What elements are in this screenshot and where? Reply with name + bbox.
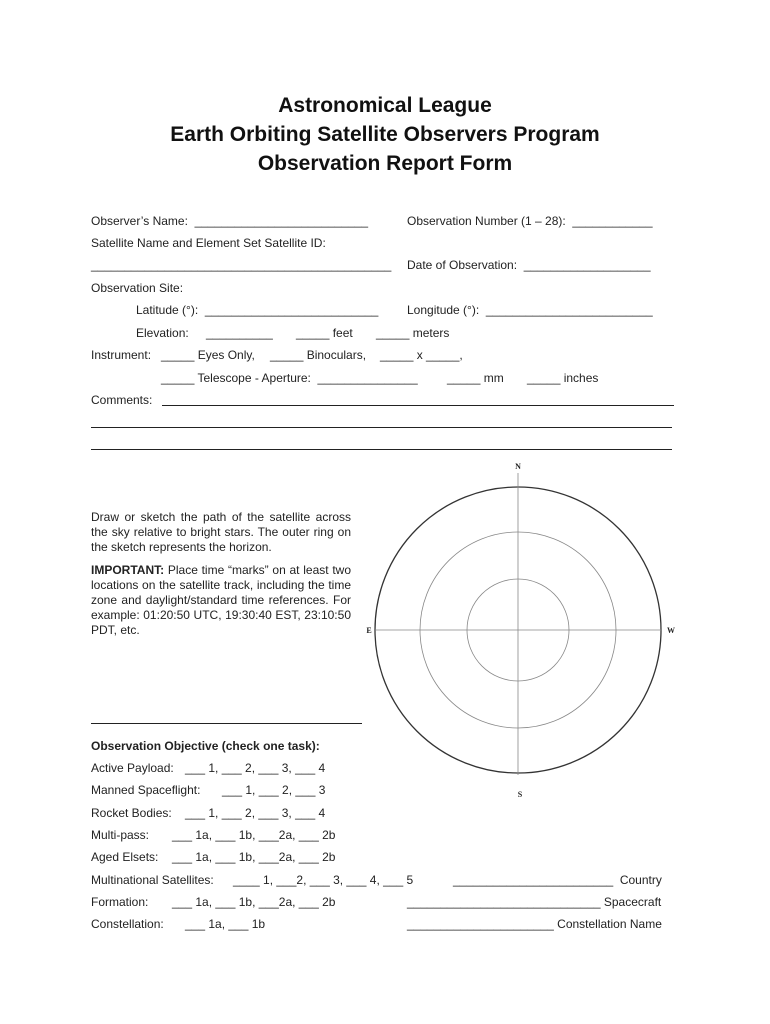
manned-spaceflight-label: Manned Spaceflight: <box>91 783 201 797</box>
multinational-options[interactable]: ____ 1, ___2, ___ 3, ___ 4, ___ 5 <box>233 873 414 887</box>
constellation-options[interactable]: ___ 1a, ___ 1b <box>185 917 266 931</box>
compass-east: E <box>366 626 372 635</box>
sky-chart[interactable] <box>360 455 690 805</box>
rocket-bodies-label: Rocket Bodies: <box>91 806 172 820</box>
formation-options[interactable]: ___ 1a, ___ 1b, ___2a, ___ 2b <box>172 895 336 909</box>
important-text: Place time “marks” on at least two locations on the satellite track, including the time zone and daylight/standard time references. For example: 01:20:50 UTC, 19:30:40 EST, 23:10:50 PDT, etc. <box>91 563 351 637</box>
longitude-field[interactable]: Longitude (°): _________________________ <box>407 303 653 317</box>
compass-north: N <box>515 462 521 471</box>
objective-title: Observation Objective (check one task): <box>91 739 320 753</box>
telescope-option[interactable]: _____ Telescope - Aperture: _______________ <box>161 371 418 385</box>
latitude-field[interactable]: Latitude (°): __________________________ <box>136 303 379 317</box>
section-divider <box>91 723 362 724</box>
manned-spaceflight-options[interactable]: ___ 1, ___ 2, ___ 3 <box>222 783 326 797</box>
multi-pass-label: Multi-pass: <box>91 828 150 842</box>
eyes-only-option[interactable]: _____ Eyes Only, <box>161 348 255 362</box>
observation-date-field[interactable]: Date of Observation: ___________________ <box>407 258 651 272</box>
satellite-name-label: Satellite Name and Element Set Satellite ID: <box>91 236 326 250</box>
constellation-label: Constellation: <box>91 917 164 931</box>
elevation-field[interactable]: __________ <box>206 326 273 340</box>
country-field[interactable]: ________________________ Country <box>453 873 662 887</box>
multi-pass-options[interactable]: ___ 1a, ___ 1b, ___2a, ___ 2b <box>172 828 336 842</box>
observation-site-label: Observation Site: <box>91 281 184 295</box>
formation-label: Formation: <box>91 895 149 909</box>
binoculars-option[interactable]: _____ Binoculars, <box>270 348 367 362</box>
rocket-bodies-options[interactable]: ___ 1, ___ 2, ___ 3, ___ 4 <box>185 806 326 820</box>
instrument-label: Instrument: <box>91 348 152 362</box>
satellite-name-field[interactable]: _____________________________________________ <box>91 258 392 272</box>
title-program: Earth Orbiting Satellite Observers Program <box>170 123 600 146</box>
elevation-label: Elevation: <box>136 326 189 340</box>
observation-number-field[interactable]: Observation Number (1 – 28): ____________ <box>407 214 653 228</box>
title-form: Observation Report Form <box>257 152 513 175</box>
comments-label: Comments: <box>91 393 153 407</box>
important-note <box>91 563 351 638</box>
title-league: Astronomical League <box>278 94 492 117</box>
aperture-inches-field[interactable]: _____ inches <box>527 371 599 385</box>
comments-line-3[interactable] <box>91 449 672 450</box>
compass-west: W <box>667 626 675 635</box>
constellation-name-field[interactable]: ______________________ Constellation Name <box>407 917 662 931</box>
comments-line-1[interactable] <box>162 405 674 406</box>
spacecraft-field[interactable]: _____________________________ Spacecraft <box>407 895 662 909</box>
active-payload-options[interactable]: ___ 1, ___ 2, ___ 3, ___ 4 <box>185 761 326 775</box>
observer-name-field[interactable]: Observer’s Name: __________________________ <box>91 214 369 228</box>
aged-elsets-options[interactable]: ___ 1a, ___ 1b, ___2a, ___ 2b <box>172 850 336 864</box>
multinational-label: Multinational Satellites: <box>91 873 214 887</box>
important-label: IMPORTANT: <box>91 563 165 577</box>
elevation-feet-field[interactable]: _____ feet <box>296 326 353 340</box>
binoculars-size-field[interactable]: _____ x _____, <box>380 348 463 362</box>
sketch-instructions: Draw or sketch the path of the satellite across the sky relative to bright stars. The outer ring on the sketch represents the horizon. <box>91 510 351 554</box>
active-payload-label: Active Payload: <box>91 761 174 775</box>
aged-elsets-label: Aged Elsets: <box>91 850 159 864</box>
comments-line-2[interactable] <box>91 427 672 428</box>
aperture-mm-field[interactable]: _____ mm <box>447 371 504 385</box>
compass-south: S <box>517 790 523 799</box>
elevation-meters-field[interactable]: _____ meters <box>376 326 450 340</box>
